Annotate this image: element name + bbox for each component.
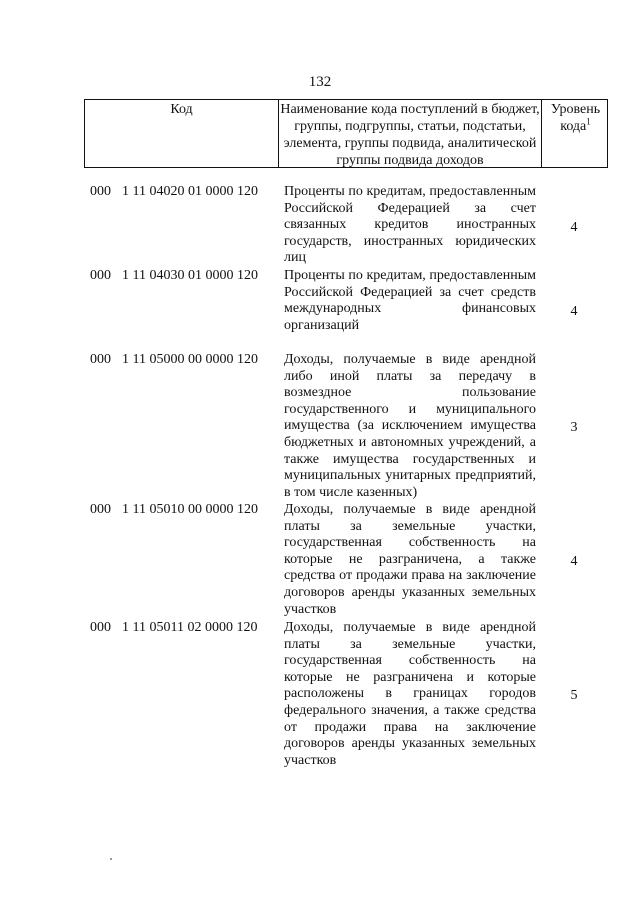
header-name-label: Наименование кода поступлений в бюджет, группы, подгруппы, статьи, подстатьи, элемента, группы подвида, аналитической группы подвида доходов [280, 102, 540, 168]
table-row [84, 620, 608, 770]
row-level: 5 [570, 688, 578, 703]
scan-speck [110, 858, 112, 860]
header-level-footnote: 1 [586, 116, 591, 127]
table-row [84, 184, 608, 264]
header-code [85, 100, 279, 167]
row-revenue-code: 1 11 05010 00 0000 120 [122, 502, 258, 517]
header-level [542, 100, 609, 167]
header-level-label: Уровень кода [550, 102, 601, 134]
row-description: Проценты по кредитам, предоставленным Российской Федерацией за счет средств международных финансовых организаций [284, 268, 536, 333]
row-description: Доходы, получаемые в виде арендной платы за земельные участки, государственная собственность на которые не разграничена и которые расположены в границах городов федерального значения, а также средства от продажи права на заключение договоров аренды указанных земельных участков [284, 620, 536, 768]
row-admin-code: 000 [90, 620, 111, 635]
row-revenue-code: 1 11 05000 00 0000 120 [122, 352, 258, 367]
row-revenue-code: 1 11 04030 01 0000 120 [122, 268, 258, 283]
row-level: 4 [570, 304, 578, 319]
table-row [84, 502, 608, 616]
row-level: 4 [570, 554, 578, 569]
row-level: 3 [570, 420, 578, 435]
row-admin-code: 000 [90, 268, 111, 283]
table-row [84, 352, 608, 502]
row-admin-code: 000 [90, 352, 111, 367]
header-code-label: Код [170, 102, 193, 117]
header-name [279, 100, 542, 167]
table-header [84, 99, 608, 168]
table-row [84, 268, 608, 348]
row-description: Доходы, получаемые в виде арендной платы за земельные участки, государственная собственность на которые не разграничена, а также средства от продажи права на заключение договоров аренды указанных земельных участков [284, 502, 536, 617]
row-admin-code: 000 [90, 184, 111, 199]
row-level: 4 [570, 220, 578, 235]
row-revenue-code: 1 11 05011 02 0000 120 [122, 620, 258, 635]
row-description: Проценты по кредитам, предоставленным Российской Федерацией за счет связанных кредитов иностранных государств, иностранных юридических лиц [284, 184, 536, 266]
row-admin-code: 000 [90, 502, 111, 517]
page-number: 132 [308, 74, 332, 90]
row-revenue-code: 1 11 04020 01 0000 120 [122, 184, 258, 199]
row-description: Доходы, получаемые в виде арендной либо иной платы за передачу в возмездное пользование государственного и муниципального имущества (за исключением имущества бюджетных и автономных учреждений, а также имущества государственных и муниципальных унитарных предприятий, в том числе казенных) [284, 352, 536, 500]
